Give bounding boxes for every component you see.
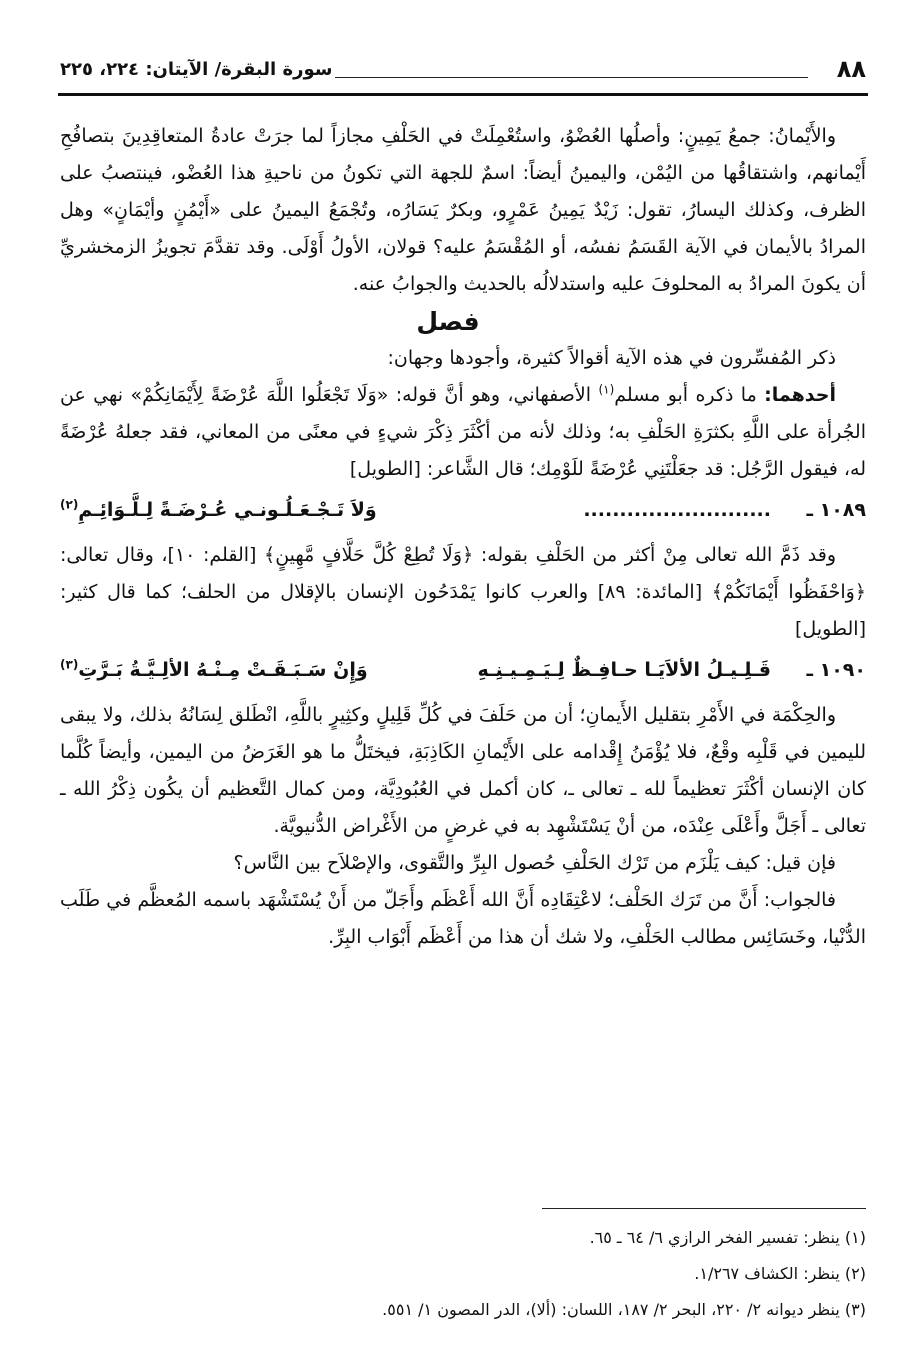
footnotes [60, 1220, 866, 1328]
verse-line [60, 492, 866, 529]
paragraph-answer: فالجواب: أَنَّ من تَرَك الحَلْف؛ لاعْتِقَادِه أَنَّ الله أَعْظَم وأَجَلّ من أَنْ يُسْتَشْهَد باسمه المُعظَّم في طَلَب الدُّنْيا، وخَسَائِس مطالب الحَلْفِ، ولا شك أن هذا من أَعْظَم أَبْوَاب البِرِّ. [60, 889, 866, 948]
verse-hemistich-second-text: وَلاَ تَـجْـعَـلُـونـي عُـرْضَـةً لِـلَّـوَائِـمِ [78, 499, 377, 521]
verse-hemistich-first: قَـلِـيـلُ الألاَيَـا حـافِـظٌ لِـيَـمِـيـنِـهِ [477, 659, 771, 681]
footnote-ref-1: (١) [598, 382, 615, 397]
verse-hemistich-first: .......................... [583, 499, 771, 521]
footnote-ref-3: (٣) [60, 657, 79, 672]
section-title: فصل [416, 307, 480, 336]
verse-line [60, 652, 866, 689]
first-view-text-b: الأصفهاني، وهو أنَّ قوله: «وَلَا تَجْعَلُوا اللَّهَ عُرْضَةً لِأَيْمَانِكُمْ» نهي عن الجُرأة على اللَّهِ بكثرَةِ الحَلْفِ به؛ وذلك لأنه من أكْثَرَ ذِكْرَ شيءٍ في معنًى من المعاني، فقد جعلهُ عُرْضَةً له، فيقول الرَّجُل: قد جعَلْتَنِي عُرْضَةً للَوْمِك؛ قال الشَّاعر: [الطويل] [60, 384, 866, 480]
page-body [60, 118, 866, 956]
footnote-ref-2: (٢) [60, 497, 79, 512]
paragraph-blame-of-swearing: وقد ذَمَّ الله تعالى مِنْ أكثر من الحَلْفِ بقوله: ﴿وَلَا تُطِعْ كُلَّ حَلَّافٍ مَّهِينٍ﴾ [القلم: ١٠]، وقال تعالى: ﴿وَاحْفَظُوا أَيْمَانَكُمْ﴾ [المائدة: ٨٩] والعرب كانوا يَمْدَحُون الإنسان بالإقلال من الحلف؛ كما قال كثير: [الطويل] [60, 544, 866, 640]
paragraph-question: فإن قيل: كيف يَلْزَم من تَرْك الحَلْفِ حُصول البِرِّ والتَّقوى، والإصْلاَح بين النَّاس؟ [233, 852, 836, 874]
running-title: سورة البقرة/ الآيتان: ٢٢٤، ٢٢٥ [60, 59, 333, 80]
verse-hemistich-second-text: وَإِنْ سَـبَـقَـتْ مِـنْـهُ الألِـيَّـةُ بَـرَّتِ [78, 659, 368, 681]
header-rule [58, 93, 868, 96]
paragraph-plural-of-oath: والأَيْمانُ: جمعُ يَمِينٍ: وأصلُها العُضْوُ، واستُعْمِلَتْ في الحَلْفِ مجازاً لما جرَتْ عادةُ المتعاقِدِينَ بتصافُحِ أَيْمانهم، واشتقاقُها من اليُمْن، واليمينُ أيضاً: اسمٌ للجهة التي تكونُ من ناحيةِ هذا العُضْو، فينتصبُ على الظرف، وكذلك اليسارُ، تقول: زَيْدٌ يَمِينُ عَمْرٍو، وبكرٌ يَسَارُه، وتُجْمَعُ اليمينُ على «أَيْمُنٍ وأيْمَانٍ» وهل المرادُ بالأيمان في الآية القَسَمُ نفسُه، أو المُقْسَمُ عليه؟ قولان، الأولُ أَوْلَى. وقد تقدَّمَ تجويزُ الزمخشريِّ أن يكونَ المرادُ به المحلوفَ عليه واستدلالُه بالحديث والجوابُ عنه. [60, 125, 866, 295]
verse-number: ١٠٨٩ ـ [806, 499, 866, 521]
paragraph-wisdom: والحِكْمَة في الأَمْرِ بتقليل الأَيمانِ؛ أن من حَلَفَ في كُلِّ قَلِيلٍ وكثِيرٍ باللَّهِ، انْطَلق لِسَانُهُ بذلك، ولا يبقى لليمين في قَلْبِه وقْعٌ، فلا يُؤْمَنُ إِقْدامه على الأَيْمانِ الكَاذِبَةِ، فيختَلُّ ما هو الغَرَضُ من اليمين، وأيضاً كُلَّما كان الإنسان أكْثَرَ تعظيماً لله ـ تعالى ـ، كان أكمل في العُبُودِيَّة، ومن كمال التَّعظيم أن يكُون ذِكْرُ الله ـ تعالى ـ أَجَلَّ وأَعْلَى عِنْدَه، من أنْ يَسْتَشْهِد به في غرضٍ من الأَغْراض الدُّنيويَّة. [60, 704, 866, 837]
footnote-item: (٣) ينظر ديوانه ٢/ ٢٢٠، البحر ٢/ ١٨٧، اللسان: (ألا)، الدر المصون ١/ ٥٥١. [382, 1300, 866, 1319]
footnote-item: (١) ينظر: تفسير الفخر الرازي ٦/ ٦٤ ـ ٦٥. [589, 1228, 866, 1247]
header-line [335, 77, 808, 78]
first-view-label: أحدهما: [764, 384, 836, 406]
page-number: ٨٨ [836, 55, 866, 83]
verse-hemistich-second [60, 652, 416, 689]
verse-hemistich-second [60, 492, 416, 529]
verse-number: ١٠٩٠ ـ [806, 659, 866, 681]
page-header [60, 55, 866, 95]
footnote-item: (٢) ينظر: الكشاف ١/٢٦٧. [694, 1264, 866, 1283]
footnote-rule [542, 1208, 866, 1209]
paragraph-first-view [60, 377, 866, 488]
first-view-text-a: ما ذكره أبو مسلم [614, 384, 757, 406]
paragraph-interpretations: ذكر المُفسِّرون في هذه الآية أقوالاً كثيرة، وأجودها وجهان: [387, 347, 836, 369]
